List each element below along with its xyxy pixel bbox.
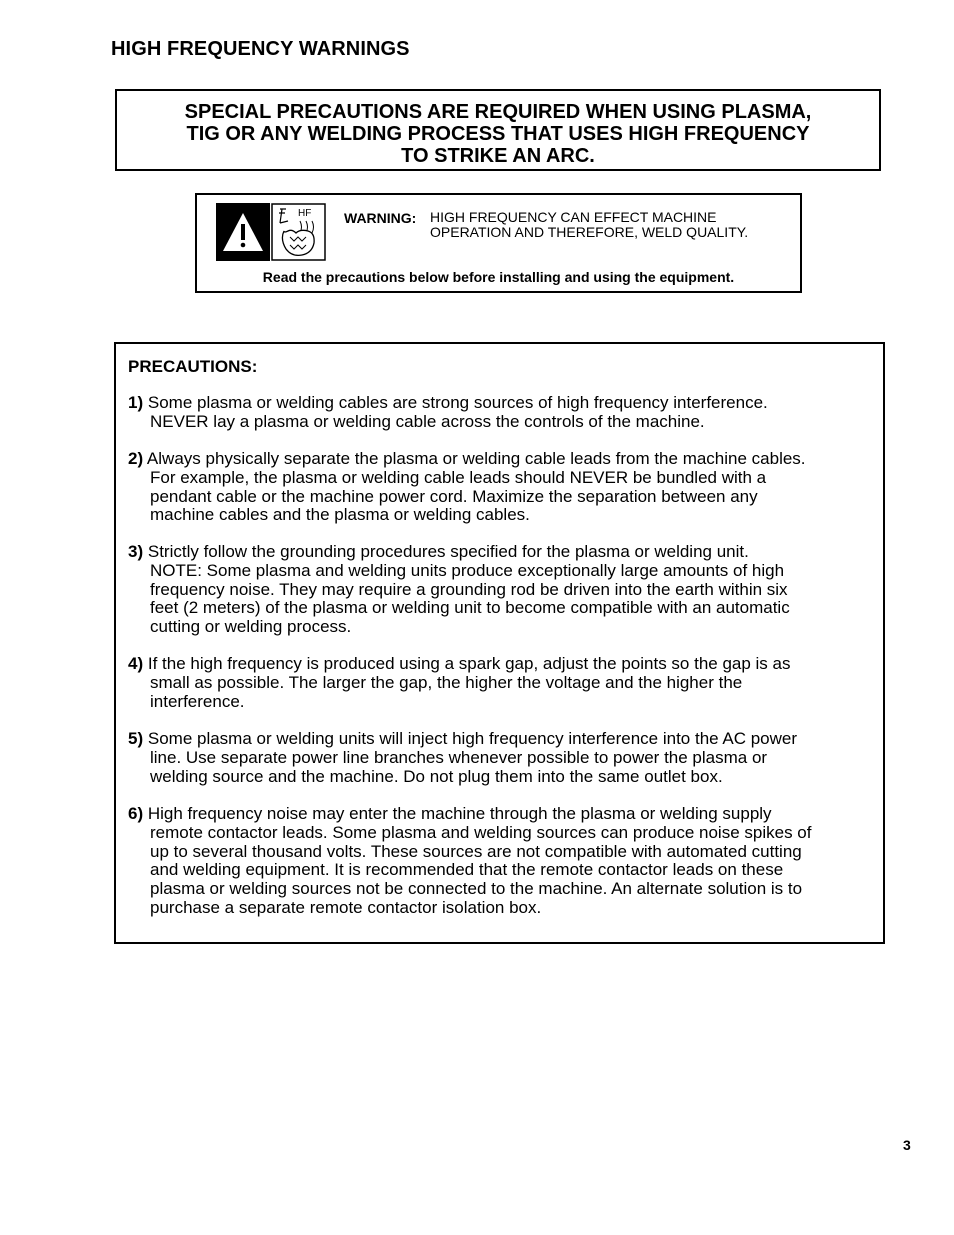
precautions-box [114,342,885,944]
special-line: TIG OR ANY WELDING PROCESS THAT USES HIGH FREQUENCY [186,123,810,145]
precaution-item [128,450,888,525]
item-number: 5) [128,729,144,748]
item-text: interference. [150,691,245,711]
item-text: frequency noise. They may require a grounding rod be driven into the earth within six [150,579,788,599]
warning-label: WARNING: [344,210,417,226]
exclamation-triangle-icon [216,203,270,261]
item-number: 3) [128,542,144,561]
item-text: For example, the plasma or welding cable leads should NEVER be bundled with a [150,467,767,487]
item-text: NOTE: Some plasma and welding units produce exceptionally large amounts of high [150,560,785,580]
read-precautions-note: Read the precautions below before installing and using the equipment. [262,269,735,285]
precaution-item [128,543,888,637]
item-text: plasma or welding sources not be connected to the machine. An alternate solution is to [150,879,803,899]
special-precautions-box [115,89,881,171]
item-text: purchase a separate remote contactor isolation box. [150,897,542,917]
item-text: cutting or welding process. [150,617,352,637]
item-number: 2) [128,449,144,468]
warning-box [195,193,802,293]
item-text: NEVER lay a plasma or welding cable across the controls of the machine. [150,411,705,431]
item-text: feet (2 meters) of the plasma or welding unit to become compatible with an automatic [150,598,790,618]
item-text: welding source and the machine. Do not plug them into the same outlet box. [150,766,723,786]
precaution-item [128,805,888,918]
warning-text-line: HIGH FREQUENCY CAN EFFECT MACHINE [430,209,717,225]
special-line: SPECIAL PRECAUTIONS ARE REQUIRED WHEN USING PLASMA, [184,101,812,123]
item-text: and welding equipment. It is recommended that the remote contactor leads on these [150,860,784,880]
high-frequency-hand-icon [272,204,325,260]
item-text: up to several thousand volts. These sources are not compatible with automated cutting [150,841,802,861]
item-text: line. Use separate power line branches whenever possible to power the plasma or [150,747,768,767]
precautions-title: PRECAUTIONS: [128,357,258,376]
item-text: If the high frequency is produced using a spark gap, adjust the points so the gap is as [147,654,791,673]
item-text: Some plasma or welding units will inject high frequency interference into the AC power [147,729,798,748]
item-number: 4) [128,654,144,673]
warning-icons [216,203,326,261]
item-text: remote contactor leads. Some plasma and welding sources can produce noise spikes of [150,822,812,842]
item-text: Strictly follow the grounding procedures specified for the plasma or welding unit. [147,542,749,561]
page-heading: HIGH FREQUENCY WARNINGS [111,38,410,60]
item-text: Always physically separate the plasma or welding cable leads from the machine cables. [146,449,806,468]
item-number: 6) [128,804,144,823]
item-text: pendant cable or the machine power cord. Maximize the separation between any [150,486,758,506]
item-text: small as possible. The larger the gap, the higher the voltage and the higher the [150,672,743,692]
item-number: 1) [128,393,144,412]
item-text: machine cables and the plasma or welding cables. [150,505,530,525]
page-number: 3 [903,1137,911,1153]
precaution-item [128,730,888,786]
item-text: High frequency noise may enter the machine through the plasma or welding supply [147,804,772,823]
hf-icon-label: HF [298,208,312,219]
special-line: TO STRIKE AN ARC. [401,145,595,167]
warning-text-line: OPERATION AND THEREFORE, WELD QUALITY. [430,224,749,240]
precaution-item [128,394,888,432]
precaution-item [128,655,888,711]
warning-text [430,210,790,240]
item-text: Some plasma or welding cables are strong sources of high frequency interference. [147,393,768,412]
